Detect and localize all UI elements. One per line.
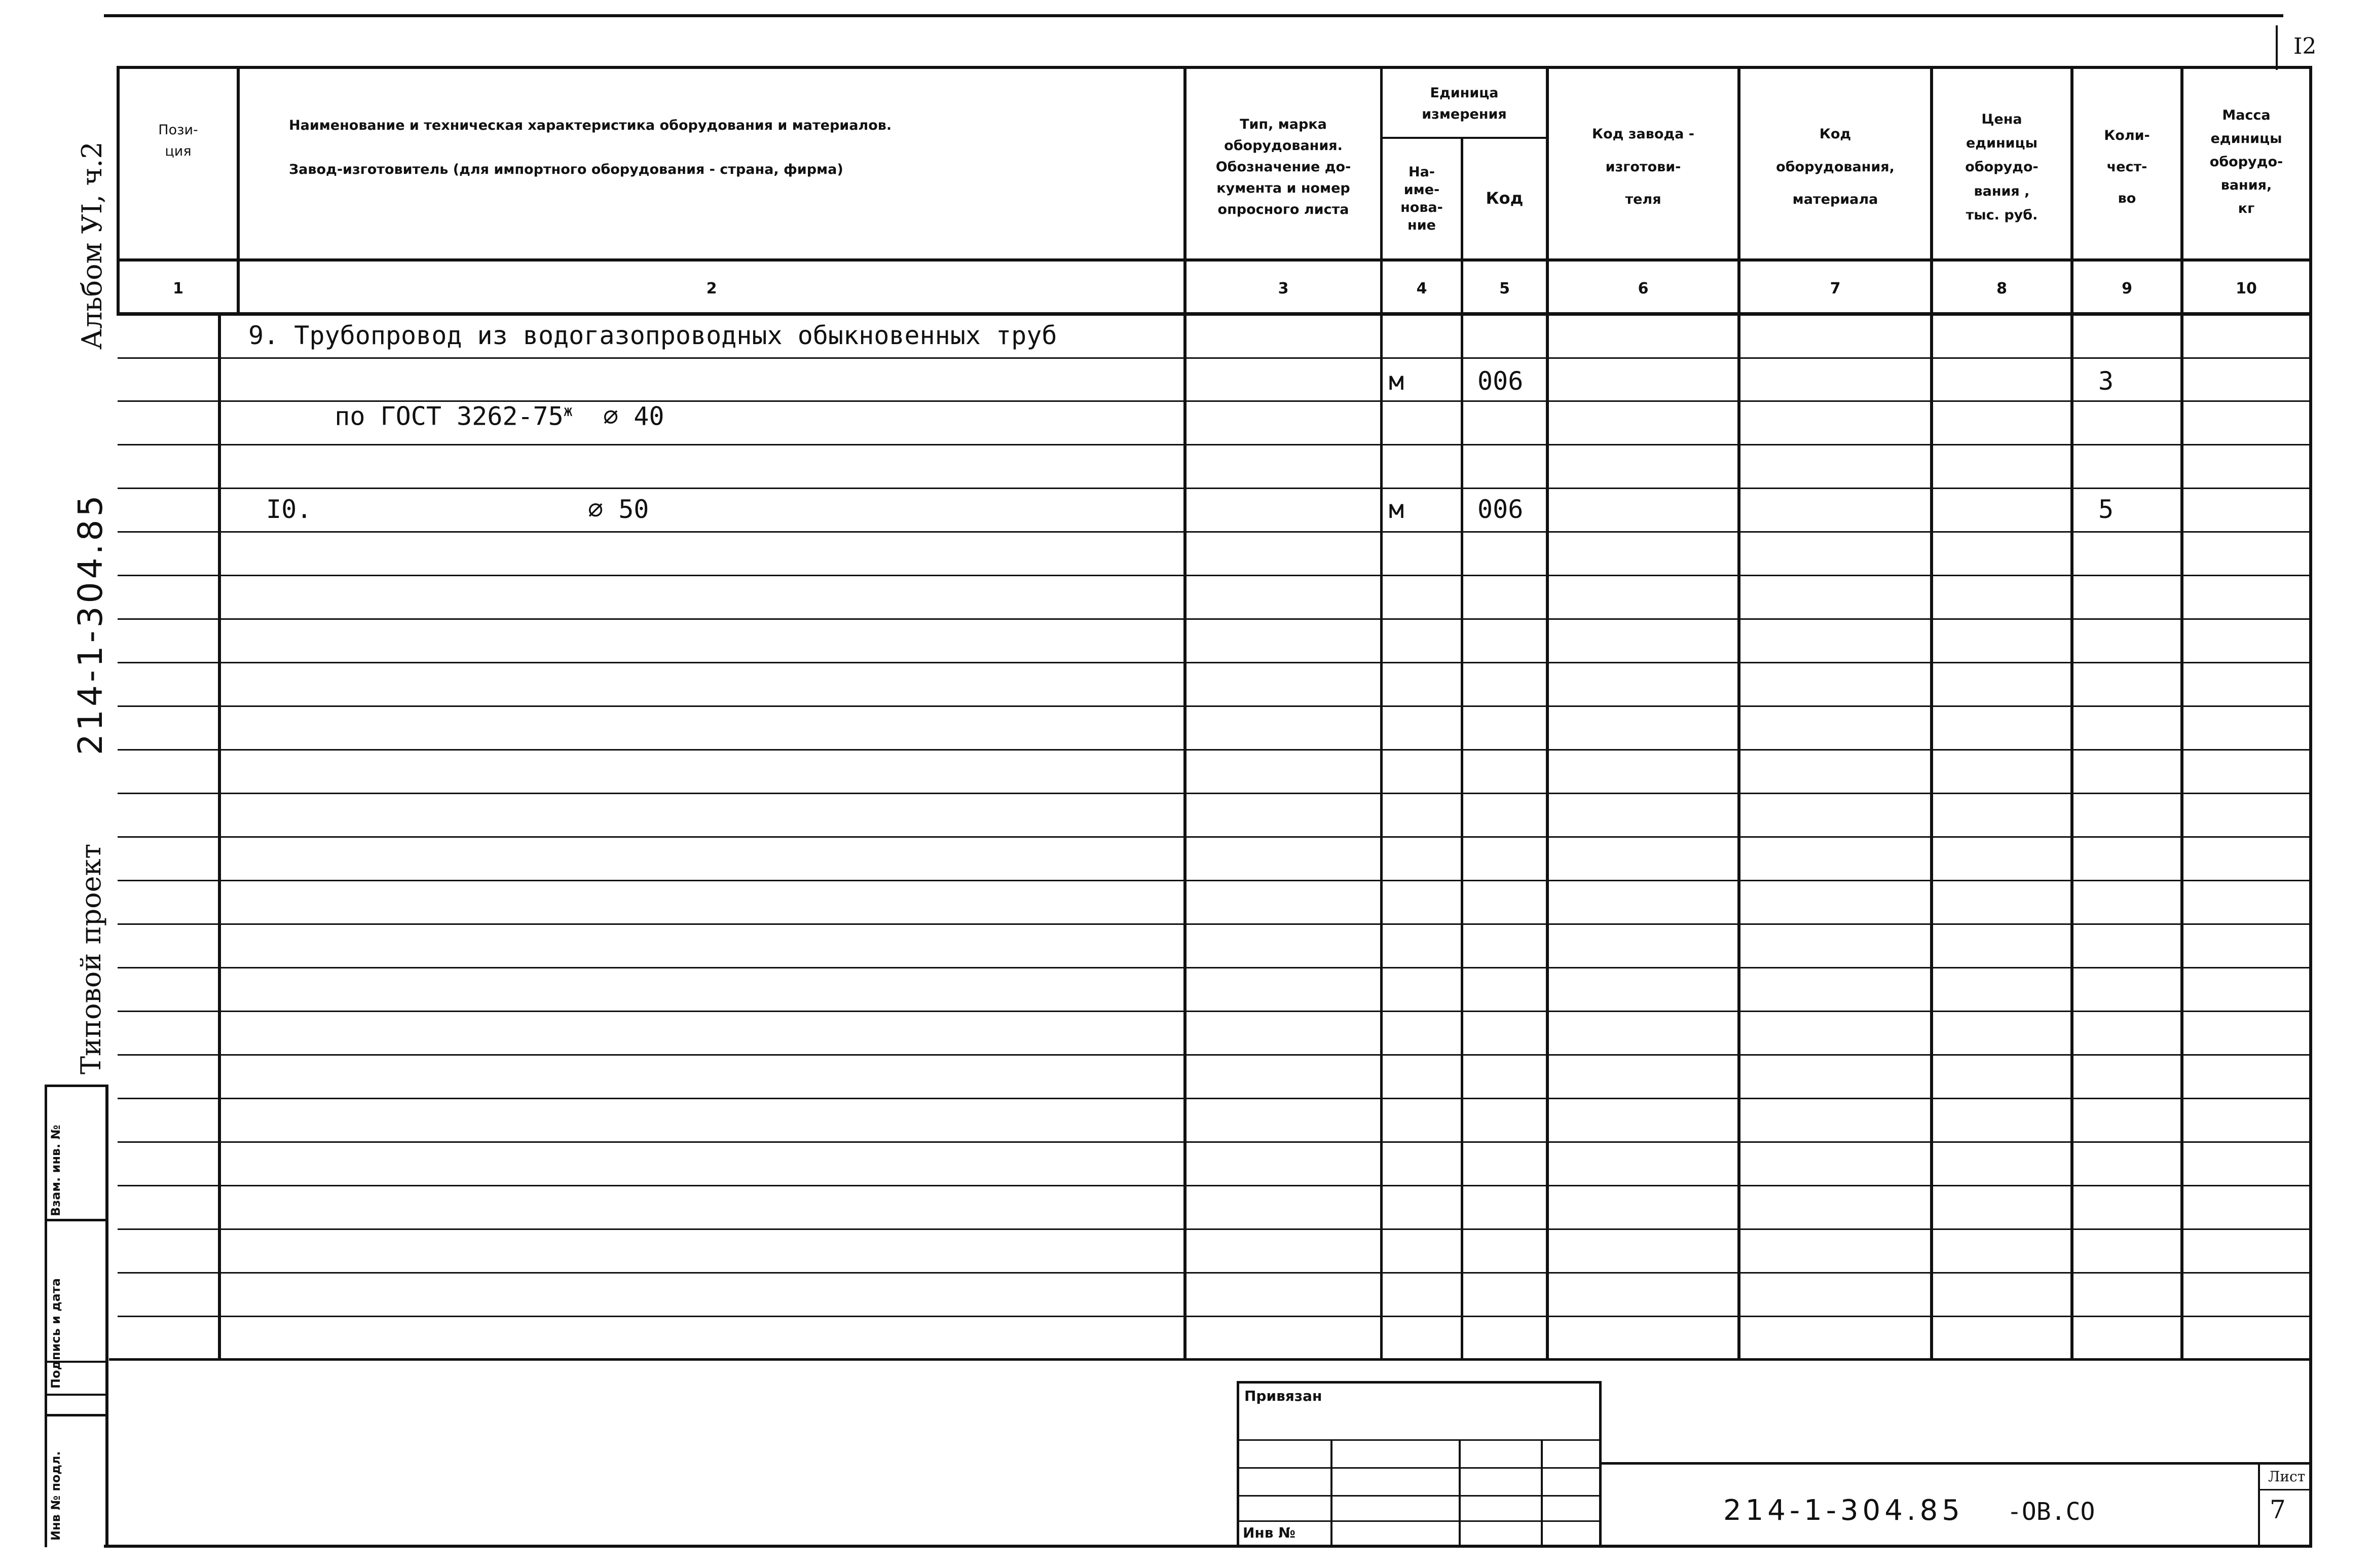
row-10-unit: м [1389,495,1404,524]
header-type-mark [1187,76,1380,258]
column-number: 5 [1499,280,1510,297]
table-row-line [118,705,2310,707]
table-row-line [118,444,2310,445]
table-row-line [118,1185,2310,1186]
table-row-line [118,880,2310,881]
page-number: I2 [2293,33,2317,59]
table-row-line [118,575,2310,576]
table-row-line [118,1011,2310,1012]
column-number: 2 [706,280,717,297]
header-unit-mass [2183,76,2309,248]
header-line: Масса [2222,107,2271,124]
table-row-line [118,1141,2310,1143]
table-row-line [118,488,2310,489]
header-line: На- [1408,164,1435,180]
table-row-line [118,531,2310,533]
stamp-inv-label: Инв № подл. [49,1451,63,1541]
row-9b-quantity: 3 [2098,366,2114,396]
header-factory-code [1549,76,1737,258]
header-unit-name [1383,139,1461,258]
header-unit-group [1383,71,1546,137]
row-9b-name: по ГОСТ $3262-75^ж$ ⌀ 40 [335,401,664,431]
header-quantity [2073,76,2180,258]
header-line: вания, [2220,177,2272,193]
table-row-line [118,793,2310,794]
header-line: единицы [1966,135,2038,152]
header-unit-price [1933,76,2070,258]
table-row-line [118,1054,2310,1056]
header-equipment-code [1740,76,1930,258]
header-line: Код [1819,126,1851,142]
row-10-code: 006 [1477,495,1524,524]
stamp-signature-date-label: Подпись и дата [49,1278,63,1389]
column-number: 7 [1830,280,1841,297]
table-row-line [118,1098,2310,1099]
table-row-line [118,357,2310,359]
header-line: чест- [2106,159,2147,175]
header-line: кумента и номер [1216,180,1350,196]
project-type-label: Типовой проект [75,843,107,1074]
table-row-line [118,923,2310,925]
inv-label: Инв № [1243,1524,1295,1541]
sheet-label: Лист [2268,1468,2306,1485]
header-line: измерения [1422,106,1507,122]
header-line: Код завода - [1592,126,1694,142]
header-line: име- [1403,181,1440,198]
table-row-line [118,1228,2310,1230]
table-row-line [118,1316,2310,1317]
header-line: изготови- [1605,159,1681,175]
header-line: Пози- [158,122,198,138]
privyazan-label: Привязан [1244,1388,1322,1404]
header-unit-code: Код [1486,189,1524,208]
header-line: единицы [2210,131,2282,147]
header-line: кг [2238,200,2255,216]
column-number: 8 [1996,280,2007,297]
header-line: оборудо- [1965,159,2039,175]
header-line: теля [1625,192,1661,208]
table-row-line [118,749,2310,751]
table-row-line [118,1272,2310,1274]
document-designation-suffix: -ОВ.СО [2007,1498,2095,1526]
album-label: Альбом УI, ч.2 [76,141,108,350]
table-row-line [118,836,2310,838]
column-number: 1 [173,280,183,297]
header-name: Наименование и техническая характеристика оборудования и материалов. Завод-изготовитель (для импортного оборудования - страна, фирма) [289,118,892,177]
header-line: тыс. руб. [1966,207,2038,223]
header-line: Тип, марка [1240,117,1327,133]
stamp-vzam-label: Взам. инв. № [49,1125,63,1216]
header-position [120,69,237,258]
document-designation: 214-1-304.85 [1723,1494,1964,1527]
row-10-name: I0. [266,495,312,524]
row-10-quantity: 5 [2098,495,2114,524]
column-number: 4 [1416,280,1427,297]
header-line: нова- [1400,200,1443,215]
column-number: 10 [2236,280,2257,297]
column-number: 3 [1278,280,1289,297]
project-code-vertical: 214-1-304.85 [71,492,110,755]
row-9b-unit: м [1389,366,1404,396]
header-line: ние [1407,217,1436,234]
header-line: Единица [1430,85,1499,101]
header-line: материала [1792,192,1878,208]
table-row-line [118,967,2310,968]
header-line: Цена [1981,111,2022,127]
row-10-diameter: ⌀ 50 [588,495,649,524]
header-line: оборудо- [2209,154,2283,170]
header-line: Обозначение до- [1215,159,1351,175]
header-line: вания , [1974,183,2030,199]
header-line: оборудования. [1224,138,1343,154]
header-line: опросного листа [1217,201,1349,217]
header-line: во [2118,191,2136,207]
table-row-line [118,618,2310,620]
header-line: Коли- [2104,127,2150,143]
column-number: 9 [2122,280,2132,297]
column-number: 6 [1638,280,1649,297]
header-line: оборудования, [1776,159,1895,175]
header-line: ция [165,143,192,159]
row-9-name: 9. Трубопровод из водогазопроводных обыкновенных труб [248,321,1057,350]
sheet-number: 7 [2270,1495,2286,1524]
row-9b-code: 006 [1477,366,1524,396]
table-row-line [118,662,2310,663]
